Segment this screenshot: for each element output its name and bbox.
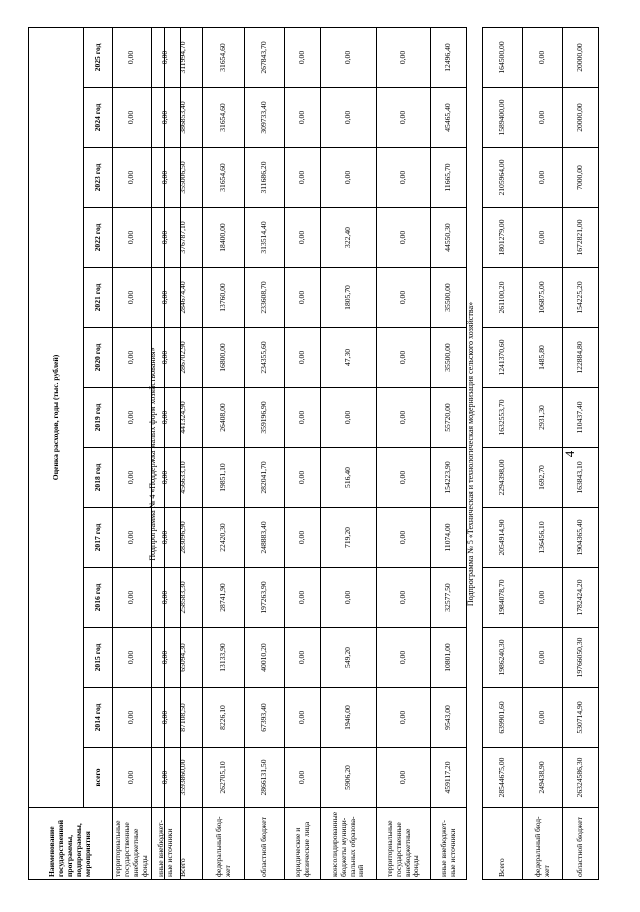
cell: 1904365,40 <box>563 508 599 568</box>
row-name: федеральный бюд-жет <box>203 808 245 880</box>
cell: 0,00 <box>285 568 321 628</box>
cell: 1672821,00 <box>563 208 599 268</box>
header-col: 2017 год <box>84 508 113 568</box>
cell: 311686,20 <box>245 148 285 208</box>
cell: 0,00 <box>377 388 431 448</box>
cell: 284674,40 <box>165 268 203 328</box>
cell: 2931,30 <box>523 388 563 448</box>
cell: 286702,90 <box>165 328 203 388</box>
table-row <box>321 28 377 880</box>
cell: 0,00 <box>377 208 431 268</box>
cell: 35500,00 <box>431 328 467 388</box>
cell: 0,00 <box>113 208 152 268</box>
table-row <box>285 28 321 880</box>
cell: 0,00 <box>377 628 431 688</box>
cell: 9543,00 <box>431 688 467 748</box>
table-row <box>165 28 203 880</box>
cell: 1986240,30 <box>483 628 523 688</box>
cell: 19851,10 <box>203 448 245 508</box>
cell: 0,00 <box>523 28 563 88</box>
cell: 20000,00 <box>563 88 599 148</box>
cell: 0,00 <box>151 88 180 148</box>
cell: 65094,30 <box>165 628 203 688</box>
cell: 258583,30 <box>165 568 203 628</box>
cell: 122884,80 <box>563 328 599 388</box>
row-name: иные внебюджет-ные источники <box>431 808 467 880</box>
cell: 0,00 <box>377 448 431 508</box>
header-costs-group: Оценка расходов, годы (тыс. рублей) <box>29 27 84 807</box>
cell: 0,00 <box>113 148 152 208</box>
cell: 31654,60 <box>203 28 245 88</box>
cell: 0,00 <box>523 148 563 208</box>
cell: 309733,40 <box>245 88 285 148</box>
cell: 87108,50 <box>165 688 203 748</box>
cell: 67393,40 <box>245 688 285 748</box>
cell: 13760,00 <box>203 268 245 328</box>
cell: 0,00 <box>321 28 377 88</box>
cell: 164500,00 <box>483 28 523 88</box>
cell: 47,30 <box>321 328 377 388</box>
cell: 0,00 <box>377 568 431 628</box>
cell: 0,00 <box>377 88 431 148</box>
cell: 0,00 <box>113 508 152 568</box>
cell: 11074,00 <box>431 508 467 568</box>
cell: 719,20 <box>321 508 377 568</box>
cell: 549,20 <box>321 628 377 688</box>
cell: 1632553,70 <box>483 388 523 448</box>
cell: 8226,10 <box>203 688 245 748</box>
subprogram-5-table <box>482 27 599 880</box>
cell: 516,40 <box>321 448 377 508</box>
cell: 530714,90 <box>563 688 599 748</box>
table-row <box>377 28 431 880</box>
cell: 262705,10 <box>203 748 245 808</box>
cell: 0,00 <box>377 748 431 808</box>
subprogram-4-table <box>164 27 467 880</box>
table-header-years-row <box>84 27 113 879</box>
cell: 110437,40 <box>563 388 599 448</box>
cell: 261100,20 <box>483 268 523 328</box>
cell: 163843,10 <box>563 448 599 508</box>
header-name-column: Наименование государственной программы, подпрограммы, мероприятия <box>29 808 113 880</box>
cell: 1984078,70 <box>483 568 523 628</box>
cell: 0,00 <box>377 148 431 208</box>
cell: 11665,70 <box>431 148 467 208</box>
cell: 234355,60 <box>245 328 285 388</box>
cell: 7000,00 <box>563 148 599 208</box>
cell: 0,00 <box>285 148 321 208</box>
cell: 355006,50 <box>165 148 203 208</box>
cell: 0,00 <box>113 628 152 688</box>
cell: 19766050,30 <box>563 628 599 688</box>
row-name: иные внебюджет-ные источники <box>151 808 180 880</box>
row-name: территориальные государственные внебюджетные фонды <box>377 808 431 880</box>
cell: 0,00 <box>151 748 180 808</box>
cell: 2054914,90 <box>483 508 523 568</box>
cell: 0,00 <box>113 448 152 508</box>
cell: 0,00 <box>151 448 180 508</box>
row-name: Всего <box>483 808 523 880</box>
cell: 44550,30 <box>431 208 467 268</box>
cell: 10801,00 <box>431 628 467 688</box>
cell: 0,00 <box>113 388 152 448</box>
header-col: 2023 год <box>84 148 113 208</box>
cell: 0,00 <box>113 568 152 628</box>
cell: 1805,70 <box>321 268 377 328</box>
cell: 0,00 <box>285 268 321 328</box>
cell: 0,00 <box>285 388 321 448</box>
cell: 0,00 <box>113 748 152 808</box>
cell: 0,00 <box>151 268 180 328</box>
header-col: 2022 год <box>84 208 113 268</box>
cell: 12496,40 <box>431 28 467 88</box>
cell: 639901,60 <box>483 688 523 748</box>
page-number: 4 <box>562 450 577 458</box>
cell: 0,00 <box>151 388 180 448</box>
header-col: 2024 год <box>84 88 113 148</box>
cell: 0,00 <box>321 388 377 448</box>
cell: 0,00 <box>285 748 321 808</box>
cell: 456633,10 <box>165 448 203 508</box>
cell: 0,00 <box>151 628 180 688</box>
cell: 13133,90 <box>203 628 245 688</box>
cell: 459117,20 <box>431 748 467 808</box>
cell: 20000,00 <box>563 28 599 88</box>
header-col: всего <box>84 748 113 808</box>
cell: 0,00 <box>113 268 152 328</box>
cell: 154225,20 <box>563 268 599 328</box>
header-col: 2021 год <box>84 268 113 328</box>
cell: 0,00 <box>151 208 180 268</box>
cell: 0,00 <box>151 328 180 388</box>
header-col: 2014 год <box>84 688 113 748</box>
cell: 283096,90 <box>165 508 203 568</box>
cell: 441324,90 <box>165 388 203 448</box>
header-col: 2015 год <box>84 628 113 688</box>
cell: 311994,70 <box>165 28 203 88</box>
cell: 0,00 <box>113 688 152 748</box>
cell: 0,00 <box>321 88 377 148</box>
cell: 0,00 <box>285 448 321 508</box>
header-col: 2016 год <box>84 568 113 628</box>
cell: 0,00 <box>113 328 152 388</box>
cell: 1782424,20 <box>563 568 599 628</box>
row-name: юридические и физические лица <box>285 808 321 880</box>
cell: 0,00 <box>285 688 321 748</box>
expenses-table-continued <box>28 27 181 880</box>
cell: 0,00 <box>285 508 321 568</box>
cell: 106875,00 <box>523 268 563 328</box>
cell: 0,00 <box>523 688 563 748</box>
cell: 1946,00 <box>321 688 377 748</box>
cell: 282041,70 <box>245 448 285 508</box>
cell: 5906,20 <box>321 748 377 808</box>
cell: 0,00 <box>377 508 431 568</box>
cell: 26324586,30 <box>563 748 599 808</box>
cell: 0,00 <box>377 328 431 388</box>
header-col: 2018 год <box>84 448 113 508</box>
row-name: федеральный бюд-жет <box>523 808 563 880</box>
cell: 0,00 <box>151 688 180 748</box>
cell: 40010,20 <box>245 628 285 688</box>
cell: 1801279,00 <box>483 208 523 268</box>
cell: 376787,10 <box>165 208 203 268</box>
cell: 136456,10 <box>523 508 563 568</box>
cell: 267843,70 <box>245 28 285 88</box>
cell: 28544675,00 <box>483 748 523 808</box>
cell: 18400,00 <box>203 208 245 268</box>
subprogram-5-title: Подпрограмма № 5 «Техническая и технологическая модернизация сельского хозяйства» <box>466 301 475 607</box>
cell: 0,00 <box>151 27 180 87</box>
cell: 0,00 <box>151 568 180 628</box>
cell: 0,00 <box>285 28 321 88</box>
cell: 35500,00 <box>431 268 467 328</box>
cell: 28741,90 <box>203 568 245 628</box>
cell: 0,00 <box>151 148 180 208</box>
cell: 55720,00 <box>431 388 467 448</box>
cell: 0,00 <box>321 148 377 208</box>
table-row <box>523 28 563 880</box>
cell: 313514,40 <box>245 208 285 268</box>
rotated-page <box>28 28 588 880</box>
cell: 0,00 <box>377 28 431 88</box>
cell: 0,00 <box>321 568 377 628</box>
cell: 2105964,00 <box>483 148 523 208</box>
cell: 249438,90 <box>523 748 563 808</box>
cell: 1241370,60 <box>483 328 523 388</box>
row-name: консолидированные бюджеты муници-пальных образова-ний <box>321 808 377 880</box>
table-row <box>483 28 523 880</box>
cell: 0,00 <box>285 88 321 148</box>
cell: 1485,80 <box>523 328 563 388</box>
cell: 3593860,00 <box>165 748 203 808</box>
cell: 0,00 <box>377 688 431 748</box>
table-row <box>431 28 467 880</box>
cell: 0,00 <box>523 88 563 148</box>
header-col: 2020 год <box>84 328 113 388</box>
cell: 322,40 <box>321 208 377 268</box>
cell: 16800,00 <box>203 328 245 388</box>
table-header-row <box>29 27 84 879</box>
table-row <box>245 28 285 880</box>
cell: 0,00 <box>523 568 563 628</box>
cell: 197263,90 <box>245 568 285 628</box>
cell: 0,00 <box>523 628 563 688</box>
cell: 26408,00 <box>203 388 245 448</box>
cell: 233608,70 <box>245 268 285 328</box>
cell: 359196,90 <box>245 388 285 448</box>
cell: 32577,50 <box>431 568 467 628</box>
row-name: областной бюджет <box>245 808 285 880</box>
cell: 0,00 <box>285 328 321 388</box>
table-row <box>203 28 245 880</box>
cell: 2866131,50 <box>245 748 285 808</box>
subprogram-4-title: Подпрограмма № 4 «Поддержка малых форм хозяйствования» <box>148 347 157 561</box>
header-col: 2025 год <box>84 27 113 87</box>
cell: 1692,70 <box>523 448 563 508</box>
cell: 45465,40 <box>431 88 467 148</box>
cell: 248883,40 <box>245 508 285 568</box>
cell: 154223,90 <box>431 448 467 508</box>
cell: 0,00 <box>151 508 180 568</box>
cell: 31654,60 <box>203 88 245 148</box>
row-name: Всего <box>165 808 203 880</box>
cell: 31654,60 <box>203 148 245 208</box>
cell: 0,00 <box>377 268 431 328</box>
header-col: 2019 год <box>84 388 113 448</box>
cell: 0,00 <box>285 628 321 688</box>
cell: 1589400,00 <box>483 88 523 148</box>
cell: 386853,40 <box>165 88 203 148</box>
row-name: областной бюджет <box>563 808 599 880</box>
table-row <box>113 27 152 879</box>
cell: 2294398,00 <box>483 448 523 508</box>
cell: 0,00 <box>523 208 563 268</box>
cell: 22420,30 <box>203 508 245 568</box>
row-name: территориальные государственные внебюджетные фонды <box>113 808 152 880</box>
cell: 0,00 <box>285 208 321 268</box>
cell: 0,00 <box>113 88 152 148</box>
cell: 0,00 <box>113 27 152 87</box>
